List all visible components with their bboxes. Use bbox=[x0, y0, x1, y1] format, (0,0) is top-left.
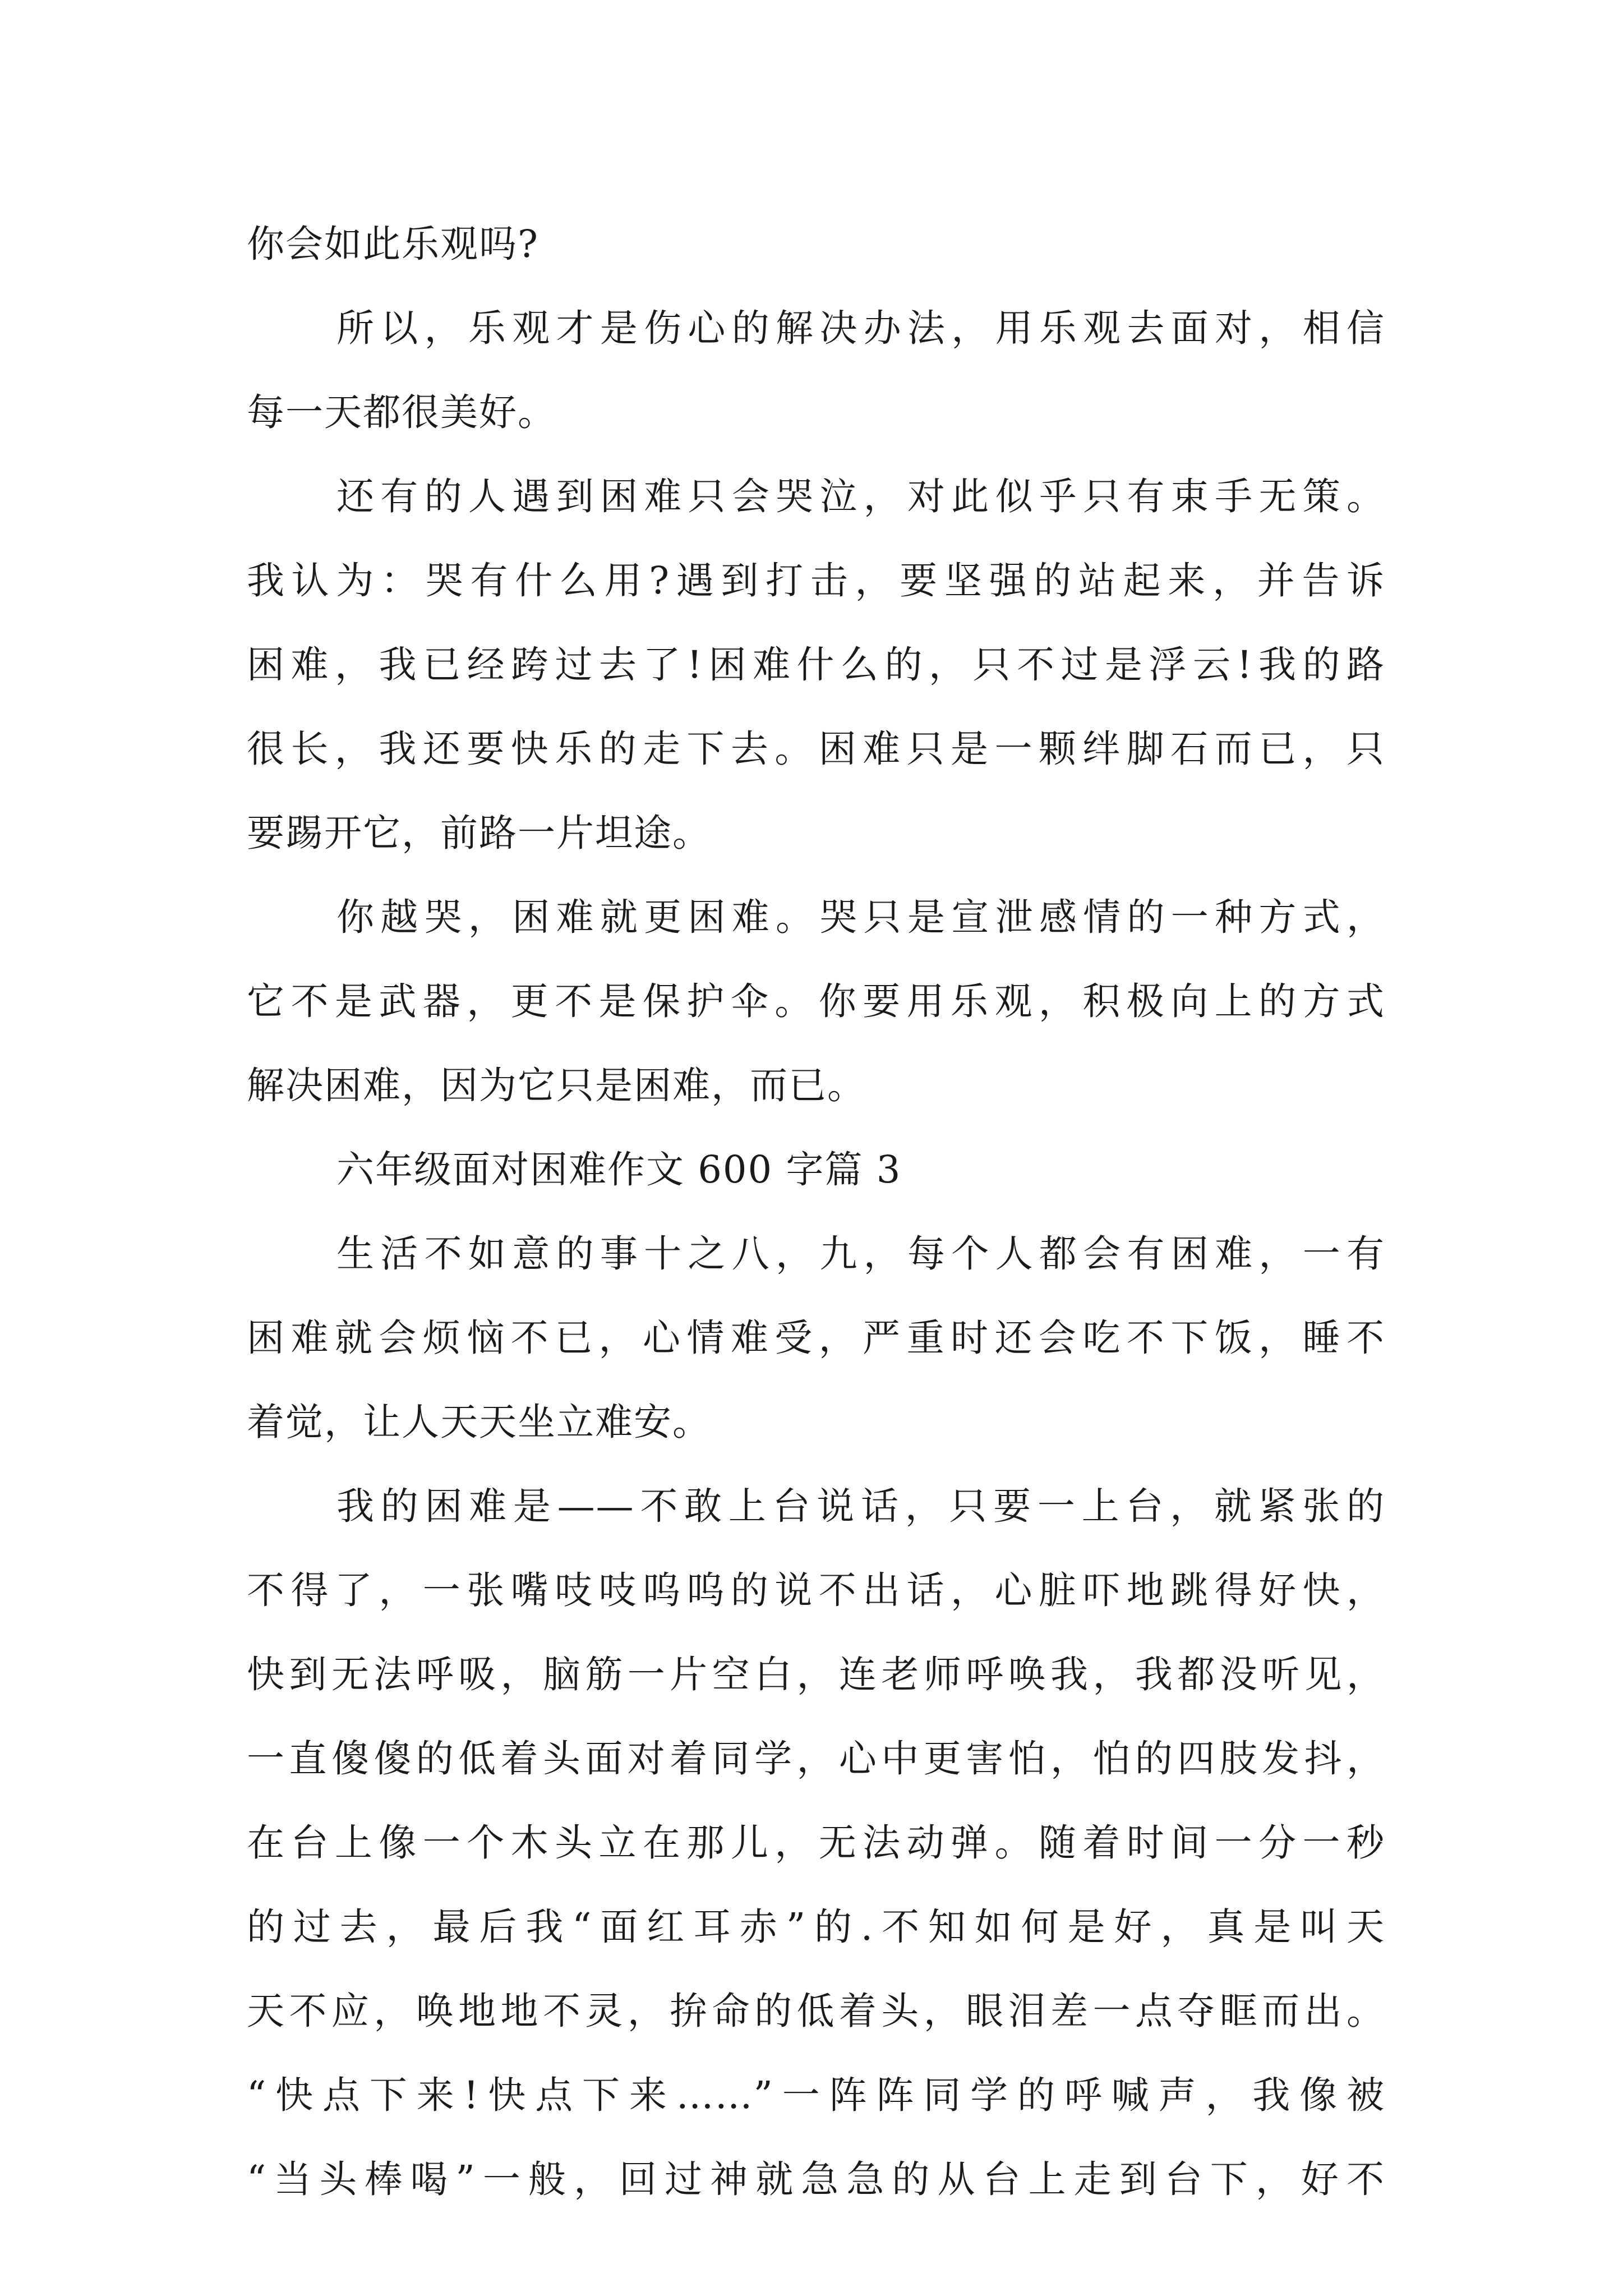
text-line: 每一天都很美好。 bbox=[247, 390, 556, 434]
text-line: 天不应，唤地地不灵，拚命的低着头，眼泪差一点夺眶而出。 bbox=[247, 1989, 1385, 2033]
text-line: 你会如此乐观吗? bbox=[247, 222, 539, 266]
section-heading: 六年级面对困难作文 600 字篇 3 bbox=[336, 1148, 902, 1191]
text-line: 快到无法呼吸，脑筋一片空白，连老师呼唤我，我都没听见， bbox=[247, 1653, 1385, 1696]
text-line: “快点下来!快点下来……”一阵阵同学的呼喊声，我像被 bbox=[247, 2073, 1385, 2117]
text-line: 我认为：哭有什么用?遇到打击，要坚强的站起来，并告诉 bbox=[247, 559, 1385, 602]
text-line: 困难，我已经跨过去了!困难什么的，只不过是浮云!我的路 bbox=[247, 643, 1385, 687]
text-line: 一直傻傻的低着头面对着同学，心中更害怕，怕的四肢发抖， bbox=[247, 1737, 1385, 1780]
text-line: 不得了，一张嘴吱吱呜呜的说不出话，心脏吓地跳得好快， bbox=[247, 1568, 1385, 1612]
paragraph-first-line: 生活不如意的事十之八，九，每个人都会有困难，一有 bbox=[336, 1232, 1385, 1276]
text-line: 在台上像一个木头立在那儿，无法动弹。随着时间一分一秒 bbox=[247, 1821, 1385, 1865]
text-line: 它不是武器，更不是保护伞。你要用乐观，积极向上的方式 bbox=[247, 979, 1385, 1023]
paragraph-first-line: 我的困难是——不敢上台说话，只要一上台，就紧张的 bbox=[336, 1484, 1385, 1528]
text-line: 着觉，让人天天坐立难安。 bbox=[247, 1400, 711, 1444]
text-line: 的过去，最后我“面红耳赤”的.不知如何是好，真是叫天 bbox=[247, 1905, 1385, 1949]
text-line: “当头棒喝”一般，回过神就急急的从台上走到台下，好不 bbox=[247, 2157, 1385, 2201]
text-line: 要踢开它，前路一片坦途。 bbox=[247, 811, 711, 855]
text-line: 解决困难，因为它只是困难，而已。 bbox=[247, 1064, 866, 1107]
paragraph-first-line: 还有的人遇到困难只会哭泣，对此似乎只有束手无策。 bbox=[336, 475, 1385, 518]
paragraph-first-line: 所以，乐观才是伤心的解决办法，用乐观去面对，相信 bbox=[336, 306, 1385, 350]
text-line: 困难就会烦恼不已，心情难受，严重时还会吃不下饭，睡不 bbox=[247, 1316, 1385, 1360]
paragraph-first-line: 你越哭，困难就更困难。哭只是宣泄感情的一种方式， bbox=[336, 895, 1385, 939]
text-line: 很长，我还要快乐的走下去。困难只是一颗绊脚石而已，只 bbox=[247, 727, 1385, 771]
